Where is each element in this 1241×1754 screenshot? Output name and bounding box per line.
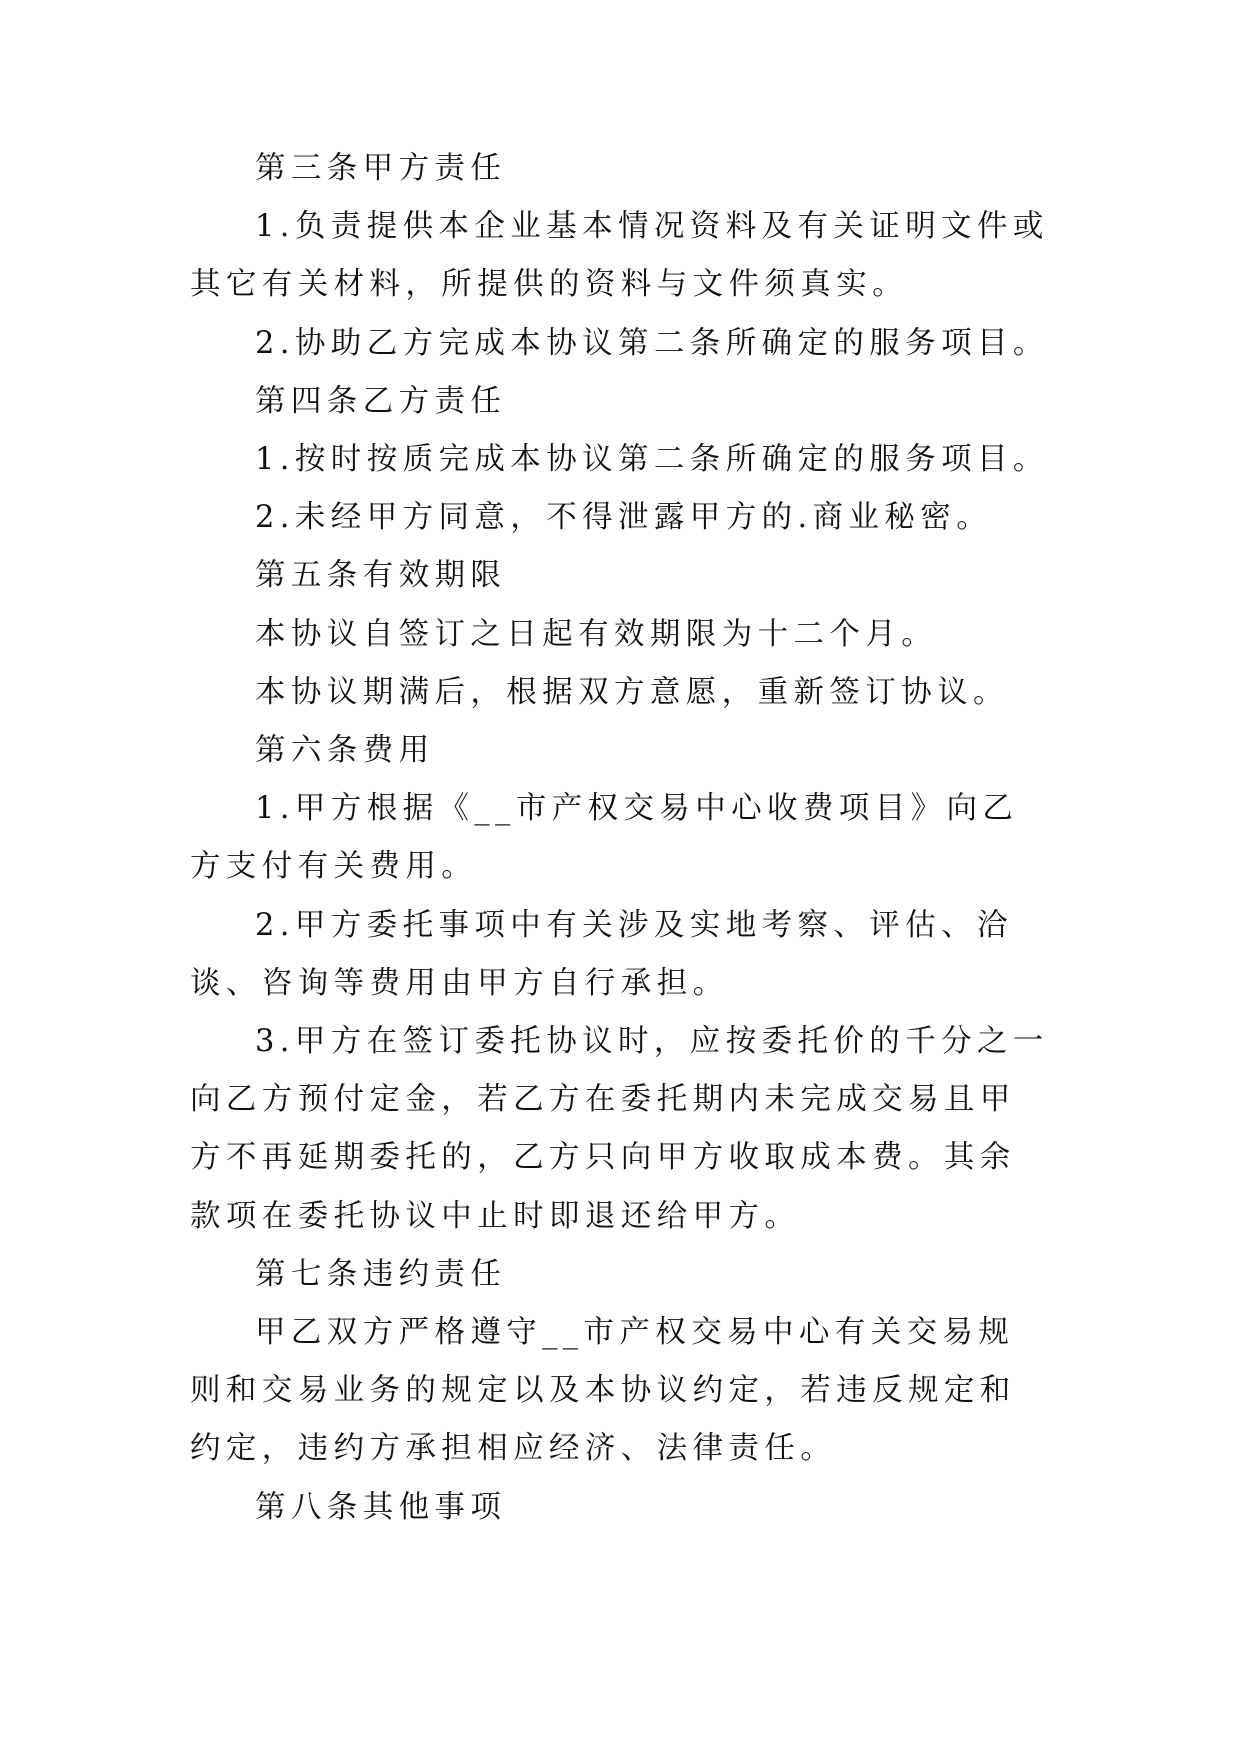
- section-5-text-2: 本协议期满后，根据双方意愿，重新签订协议。: [255, 674, 1009, 710]
- section-3-item-2: 2.协助乙方完成本协议第二条所确定的服务项目。: [255, 325, 1049, 361]
- section-6-heading: 第六条费用: [255, 733, 435, 769]
- section-8-heading: 第八条其他事项: [255, 1489, 507, 1525]
- section-6-item-3: 3.甲方在签订委托协议时，应按委托价的千分之一向乙方预付定金，若乙方在委托期内未完成交易且甲方不再延期委托的，乙方只向甲方收取成本费。其余款项在委托协议中止时即退还给甲方。: [190, 1024, 1049, 1234]
- section-4-item-2: 2.未经甲方同意，不得泄露甲方的.商业秘密。: [255, 500, 993, 536]
- section-7-text: 甲乙双方严格遵守__市产权交易中心有关交易规则和交易业务的规定以及本协议约定，若违反规定和约定，违约方承担相应经济、法律责任。: [190, 1315, 1016, 1467]
- section-3-heading: 第三条甲方责任: [255, 151, 507, 186]
- section-5-heading: 第五条有效期限: [255, 558, 507, 594]
- section-6-item-1: 1.甲方根据《__市产权交易中心收费项目》向乙方支付有关费用。: [190, 791, 1019, 885]
- section-3-item-1: 1.负责提供本企业基本情况资料及有关证明文件或其它有关材料，所提供的资料与文件须真实。: [190, 209, 1049, 303]
- section-5-text-1: 本协议自签订之日起有效期限为十二个月。: [255, 616, 938, 652]
- section-7-heading: 第七条违约责任: [255, 1256, 507, 1292]
- section-4-item-1: 1.按时按质完成本协议第二条所确定的服务项目。: [255, 442, 1049, 478]
- section-4-heading: 第四条乙方责任: [255, 383, 507, 419]
- document-page: [190, 140, 1050, 1537]
- section-6-item-2: 2.甲方委托事项中有关涉及实地考察、评估、洽谈、咨询等费用由甲方自行承担。: [190, 907, 1013, 1001]
